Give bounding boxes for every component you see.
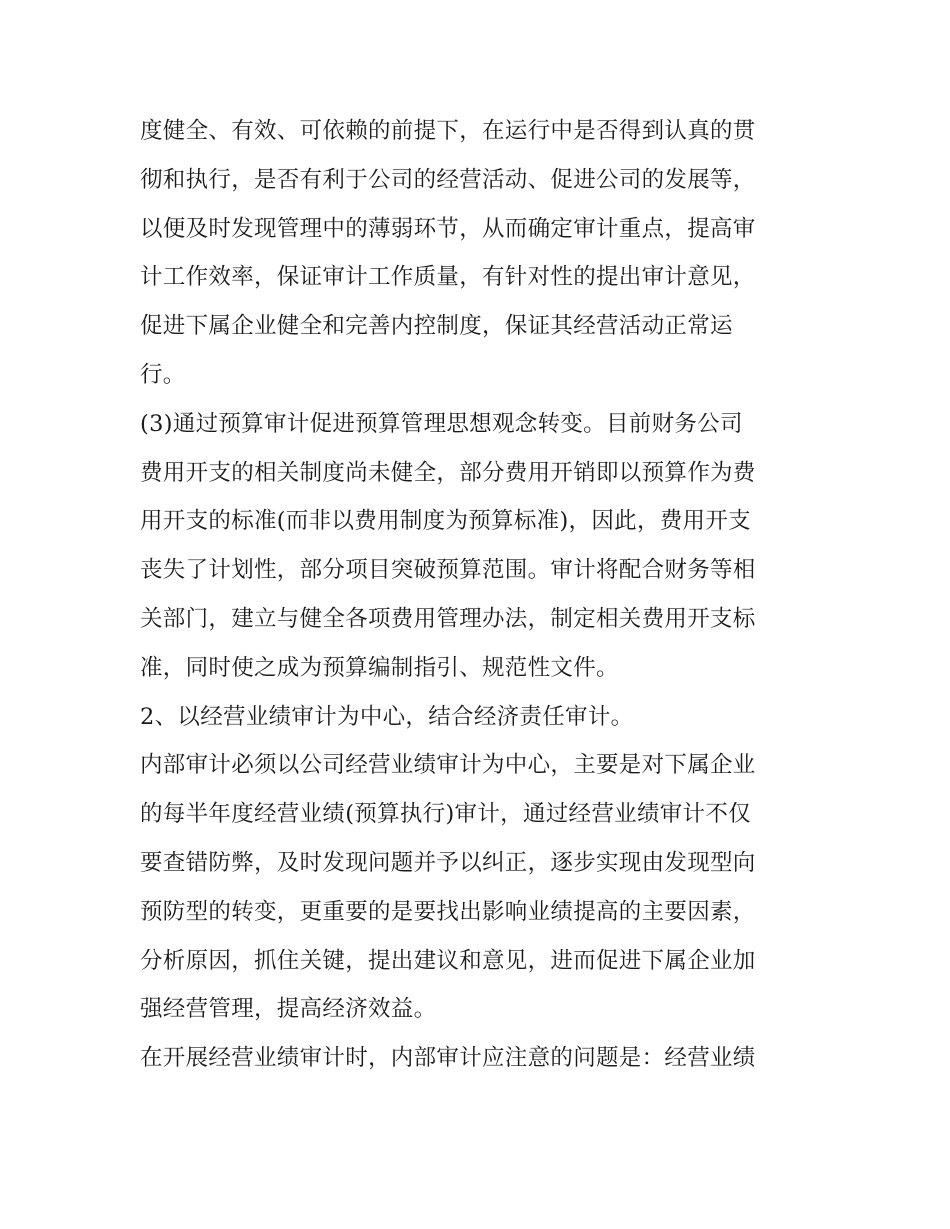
text-line: 预防型的转变，更重要的是要找出影响业绩提高的主要因素，	[140, 898, 756, 925]
text-line: 促进下属企业健全和完善内控制度，保证其经营活动正常运	[140, 313, 733, 340]
text-line: 行。	[140, 361, 186, 388]
text-line: 的每半年度经营业绩(预算执行)审计，通过经营业绩审计不仅	[140, 801, 751, 828]
text-line: 计工作效率，保证审计工作质量，有针对性的提出审计意见，	[140, 264, 756, 291]
text-line: 2、以经营业绩审计为中心，结合经济责任审计。	[140, 703, 634, 730]
text-line: 度健全、有效、可依赖的前提下，在运行中是否得到认真的贯	[140, 118, 756, 144]
text-line: 在开展经营业绩审计时，内部审计应注意的问题是：经营业绩	[140, 1045, 756, 1072]
document-body	[140, 107, 830, 1083]
text-line: 要查错防弊，及时发现问题并予以纠正，逐步实现由发现型向	[140, 849, 756, 876]
text-line: 费用开支的相关制度尚未健全，部分费用开销即以预算作为费	[140, 459, 756, 486]
text-line: (3)通过预算审计促进预算管理思想观念转变。目前财务公司	[140, 410, 743, 437]
text-line: 内部审计必须以公司经营业绩审计为中心，主要是对下属企业	[140, 752, 756, 779]
text-line: 丧失了计划性，部分项目突破预算范围。审计将配合财务等相	[140, 557, 756, 584]
text-line: 强经营管理，提高经济效益。	[140, 996, 437, 1023]
text-line: 彻和执行，是否有利于公司的经营活动、促进公司的发展等，	[140, 166, 756, 193]
text-line: 准，同时使之成为预算编制指引、规范性文件。	[140, 654, 619, 681]
text-line: 关部门，建立与健全各项费用管理办法，制定相关费用开支标	[140, 605, 756, 632]
text-line: 以便及时发现管理中的薄弱环节，从而确定审计重点，提高审	[140, 215, 756, 242]
text-line: 用开支的标准(而非以费用制度为预算标准)，因此，费用开支	[140, 508, 751, 535]
text-line: 分析原因，抓住关键，提出建议和意见，进而促进下属企业加	[140, 947, 756, 974]
